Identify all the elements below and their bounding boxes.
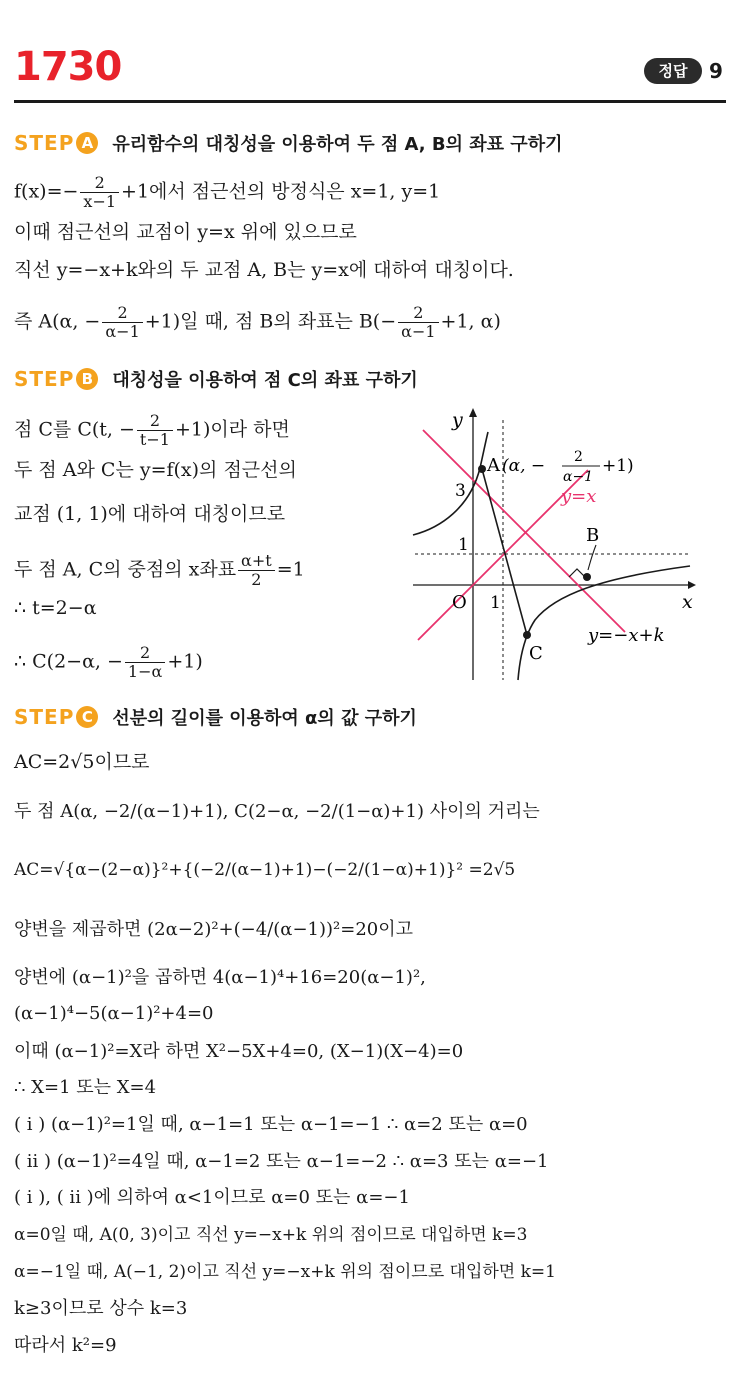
step-c-line-8: ∴ X=1 또는 X=4 — [14, 1077, 157, 1098]
step-b-line-2: 두 점 A와 C는 y=f(x)의 점근선의 — [14, 459, 297, 481]
point-b-dot — [583, 573, 591, 581]
step-a-heading — [14, 130, 562, 156]
point-a-label: A — [487, 455, 500, 476]
step-c-line-14: k≥3이므로 상수 k=3 — [14, 1298, 188, 1319]
step-c-line-15: 따라서 k²=9 — [14, 1335, 117, 1356]
step-c-line-6: (α−1)⁴−5(α−1)²+4=0 — [14, 1003, 214, 1024]
step-b-line-6: ∴ C(2−α, − $\frac{2}{1-\alpha}$ +1) — [14, 643, 203, 681]
step-b-title: 대칭성을 이용하여 점 C의 좌표 구하기 — [112, 370, 418, 391]
step-c-line-11: ( i ), ( ii )에 의하여 α<1이므로 α=0 또는 α=−1 — [14, 1187, 410, 1208]
step-a-line-2: 이때 점근선의 교점이 y=x 위에 있으므로 — [14, 221, 357, 243]
step-label: STEP — [14, 367, 75, 391]
point-c-label: C — [529, 643, 543, 664]
answer-badge: 정답 — [644, 58, 702, 84]
tick-x-1: 1 — [490, 593, 501, 613]
step-c-line-10: ( ii ) (α−1)²=4일 때, α−1=2 또는 α−1=−2 ∴ α=3 또는 α=−1 — [14, 1151, 549, 1172]
step-a-title: 유리함수의 대칭성을 이용하여 두 점 A, B의 좌표 구하기 — [112, 134, 563, 155]
y-axis-arrow — [469, 408, 477, 417]
b-pointer-arrow — [588, 545, 596, 570]
step-b-line-4: 두 점 A, C의 중점의 x좌표 $\frac{\alpha+t}{2}$ =1 — [14, 551, 305, 589]
step-a-line-4: 즉 A(α, − $\frac{2}{\alpha-1}$ +1)일 때, 점 B의 좌표는 B(− $\frac{2}{\alpha-1}$ +1, α) — [14, 303, 501, 341]
step-c-line-9: ( i ) (α−1)²=1일 때, α−1=1 또는 α−1=−1 ∴ α=2 또는 α=0 — [14, 1114, 528, 1135]
point-a-coord-den: α−1 — [563, 469, 594, 485]
tick-y-1: 1 — [458, 535, 469, 555]
x-axis-label: x — [682, 591, 693, 613]
tick-y-3: 3 — [455, 481, 466, 501]
step-a-line-1: f(x)=− $\frac{2}{x-1}$ +1에서 점근선의 방정식은 x=1, y=1 — [14, 173, 441, 211]
point-a-dot — [478, 465, 486, 473]
step-label: STEP — [14, 705, 75, 729]
step-b-line-5: ∴ t=2−α — [14, 597, 97, 619]
step-b-line-3: 교점 (1, 1)에 대하여 대칭이므로 — [14, 503, 286, 525]
rational-function-graph — [405, 400, 705, 685]
step-b-heading — [14, 366, 418, 392]
point-a-coord-pre: (α, − — [502, 456, 546, 476]
step-c-line-3: AC=√{α−(2−α)}²+{(−2/(α−1)+1)−(−2/(1−α)+1)}² =2√5 — [14, 860, 516, 880]
x-axis-arrow — [688, 581, 696, 589]
point-c-dot — [523, 631, 531, 639]
right-angle-mark — [569, 569, 585, 577]
hyperbola-right-branch — [518, 566, 690, 680]
step-c-line-7: 이때 (α−1)²=X라 하면 X²−5X+4=0, (X−1)(X−4)=0 — [14, 1041, 464, 1062]
step-a-line-3: 직선 y=−x+k와의 두 교점 A, B는 y=x에 대하여 대칭이다. — [14, 259, 514, 281]
problem-number: 1730 — [14, 44, 122, 90]
point-b-label: B — [586, 525, 600, 546]
origin-label: O — [452, 592, 467, 613]
step-c-title: 선분의 길이를 이용하여 α의 값 구하기 — [112, 708, 417, 729]
step-c-line-12: α=0일 때, A(0, 3)이고 직선 y=−x+k 위의 점이므로 대입하면 k=3 — [14, 1225, 528, 1245]
step-b-badge: B — [76, 368, 98, 390]
step-c-line-2: 두 점 A(α, −2/(α−1)+1), C(2−α, −2/(1−α)+1) 사이의 거리는 — [14, 801, 540, 822]
line-k-label: y=−x+k — [588, 625, 665, 646]
line-yx-label: y=x — [561, 486, 597, 507]
step-c-line-4: 양변을 제곱하면 (2α−2)²+(−4/(α−1))²=20이고 — [14, 919, 413, 940]
step-b-line-1: 점 C를 C(t, − $\frac{2}{t-1}$ +1)이라 하면 — [14, 411, 290, 449]
step-a-badge: A — [76, 132, 98, 154]
step-c-line-13: α=−1일 때, A(−1, 2)이고 직선 y=−x+k 위의 점이므로 대입하면 k=1 — [14, 1262, 556, 1282]
answer-value: 9 — [709, 59, 723, 83]
step-c-badge: C — [76, 706, 98, 728]
point-a-coord-post: +1) — [602, 456, 634, 476]
segment-ac — [482, 469, 527, 635]
step-c-line-5: 양변에 (α−1)²을 곱하면 4(α−1)⁴+16=20(α−1)², — [14, 967, 426, 988]
y-axis-label: y — [452, 409, 463, 431]
step-c-line-1: AC=2√5이므로 — [14, 751, 150, 773]
point-a-coord-num: 2 — [574, 449, 583, 465]
step-label: STEP — [14, 131, 75, 155]
step-c-heading — [14, 704, 417, 730]
header-divider — [14, 100, 726, 103]
